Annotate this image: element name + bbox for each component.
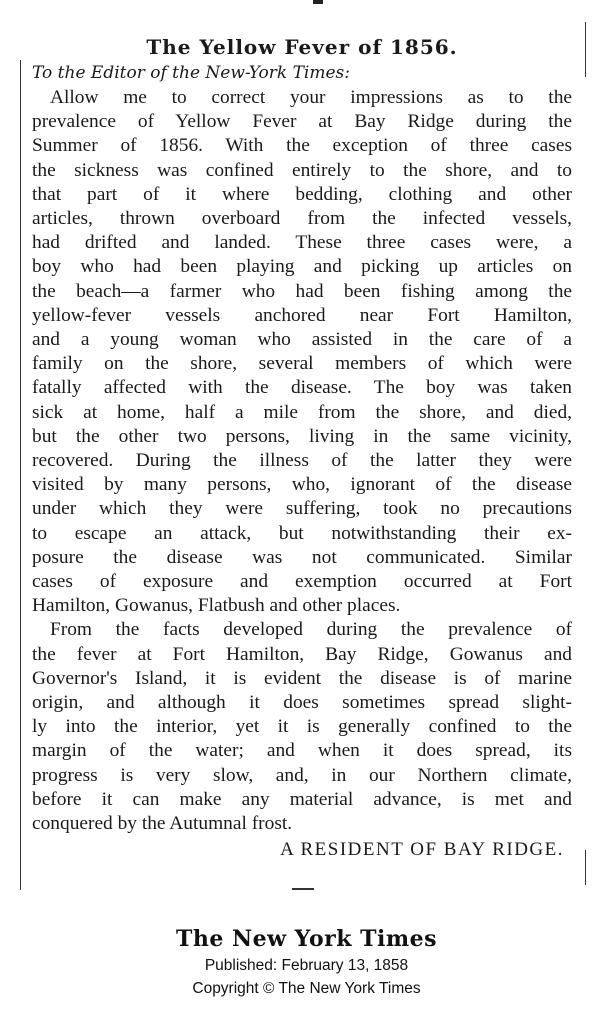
column-rule-right-bottom <box>585 850 586 885</box>
article-line: had drifted and landed. These three cases were, a <box>32 232 572 254</box>
article <box>32 34 572 862</box>
nyt-logo: The New York Times <box>175 926 438 952</box>
article-line: posure the disease was not communicated. Similar <box>32 546 572 568</box>
article-line: that part of it where bedding, clothing and other <box>32 183 572 205</box>
article-line: but the other two persons, living in the same vicinity, <box>32 425 572 447</box>
article-line: conquered by the Autumnal frost. <box>32 813 293 835</box>
published-date: Published: February 13, 1858 <box>204 957 409 974</box>
article-line: articles, thrown overboard from the infected vessels, <box>32 208 572 230</box>
article-line: before it can make any material advance, is met and <box>32 788 572 810</box>
article-line: origin, and although it does sometimes spread slight- <box>32 692 572 714</box>
article-line: Summer of 1856. With the exception of three cases <box>32 135 572 157</box>
article-line: under which they were suffering, took no precautions <box>32 498 572 520</box>
end-rule <box>292 888 314 890</box>
article-line: boy who had been playing and picking up articles on <box>32 256 572 278</box>
article-line: fatally affected with the disease. The boy was taken <box>32 377 572 399</box>
article-signature: A RESIDENT OF BAY RIDGE. <box>280 839 564 861</box>
article-line: From the facts developed during the prevalence of <box>50 619 572 641</box>
article-line: Governor's Island, it is evident the disease is of marine <box>32 667 572 689</box>
article-line: margin of the water; and when it does spread, its <box>32 740 572 762</box>
article-line: prevalence of Yellow Fever at Bay Ridge during the <box>32 111 572 133</box>
article-line: Hamilton, Gowanus, Flatbush and other places. <box>32 595 401 617</box>
article-line: visited by many persons, who, ignorant of the disease <box>32 474 572 496</box>
article-headline: The Yellow Fever of 1856. <box>146 35 458 59</box>
article-line: yellow-fever vessels anchored near Fort Hamilton, <box>32 304 572 326</box>
article-line: the sickness was confined entirely to the shore, and to <box>32 159 572 181</box>
article-line: recovered. During the illness of the latter they were <box>32 450 572 472</box>
article-line: sick at home, half a mile from the shore, and died, <box>32 401 572 423</box>
column-rule-right-top <box>585 22 586 77</box>
article-line: ly into the interior, yet it is generally confined to the <box>32 716 572 738</box>
article-line: to escape an attack, but notwithstanding their ex- <box>32 522 572 544</box>
article-line: cases of exposure and exemption occurred at Fort <box>32 571 572 593</box>
copyright-notice: Copyright © The New York Times <box>192 980 421 997</box>
article-salutation: To the Editor of the New-York Times: <box>32 63 350 83</box>
article-line: Allow me to correct your impressions as to the <box>50 87 572 108</box>
footer <box>0 924 613 1000</box>
article-line: the fever at Fort Hamilton, Bay Ridge, Gowanus and <box>32 643 572 665</box>
article-line: family on the shore, several members of which were <box>32 353 572 375</box>
article-line: the beach—a farmer who had been fishing among the <box>32 280 572 302</box>
column-rule-left <box>20 60 21 890</box>
article-line: and a young woman who assisted in the care of a <box>32 329 572 351</box>
article-line: progress is very slow, and, in our Northern climate, <box>32 764 572 786</box>
article-body <box>32 86 572 836</box>
top-crop-mark <box>0 0 613 4</box>
